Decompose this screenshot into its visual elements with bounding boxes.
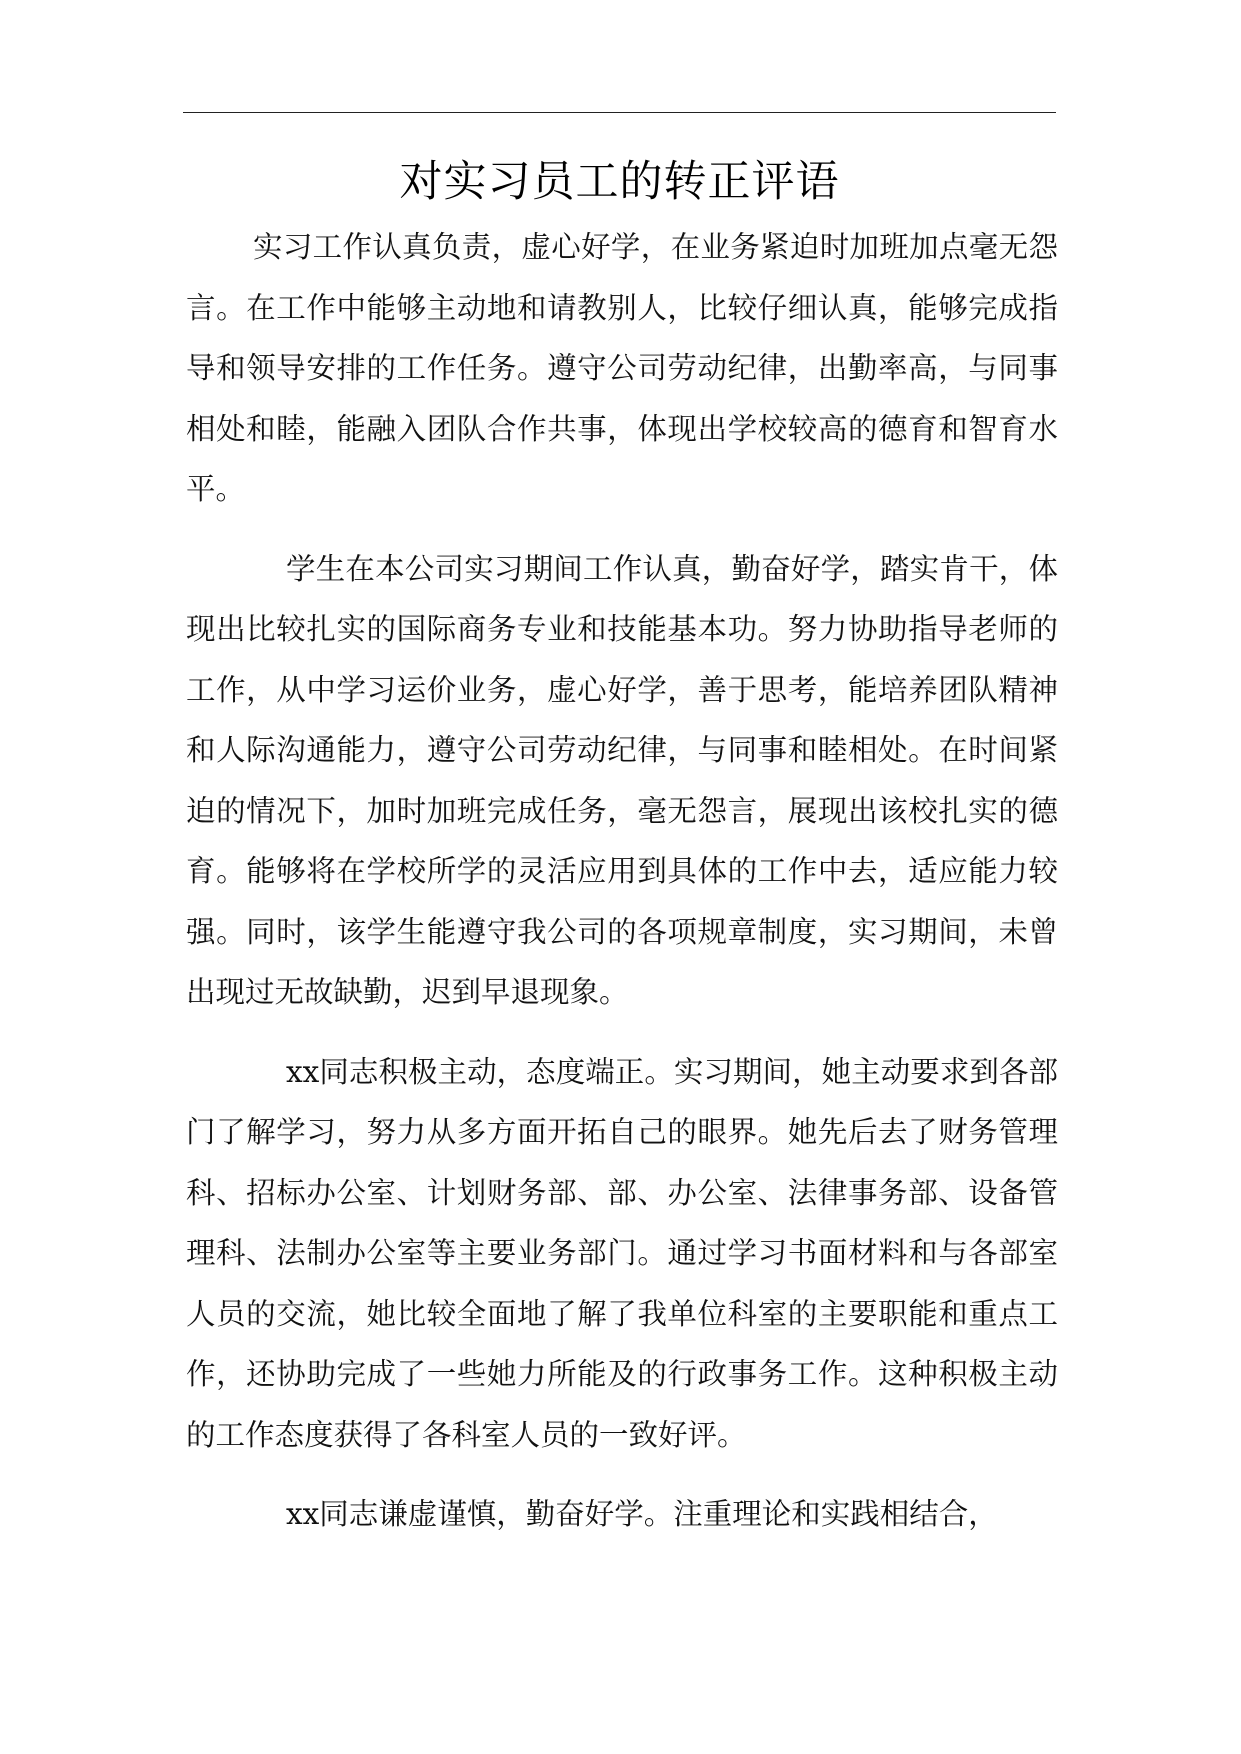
paragraph-1: 实习工作认真负责，虚心好学，在业务紧迫时加班加点毫无怨言。在工作中能够主动地和请教别人，比较仔细认真，能够完成指导和领导安排的工作任务。遵守公司劳动纪律，出勤率高，与同事相处和睦，能融入团队合作共事，体现出学校较高的德育和智育水平。 — [186, 230, 1058, 506]
header-rule — [183, 112, 1056, 113]
document-title: 对实习员工的转正评语 — [399, 157, 840, 207]
paragraph-2: 学生在本公司实习期间工作认真，勤奋好学，踏实肯干，体现出比较扎实的国际商务专业和技能基本功。努力协助指导老师的工作，从中学习运价业务，虚心好学，善于思考，能培养团队精神和人际沟通能力，遵守公司劳动纪律，与同事和睦相处。在时间紧迫的情况下，加时加班完成任务，毫无怨言，展现出该校扎实的德育。能够将在学校所学的灵活应用到具体的工作中去，适应能力较强。同时，该学生能遵守我公司的各项规章制度，实习期间，未曾出现过无故缺勤，迟到早退现象。 — [186, 551, 1058, 1009]
paragraph-3: xx同志积极主动，态度端正。实习期间，她主动要求到各部门了解学习，努力从多方面开拓自己的眼界。她先后去了财务管理科、招标办公室、计划财务部、部、办公室、法律事务部、设备管理科、法制办公室等主要业务部门。通过学习书面材料和与各部室人员的交流，她比较全面地了解了我单位科室的主要职能和重点工作，还协助完成了一些她力所能及的行政事务工作。这种积极主动的工作态度获得了各科室人员的一致好评。 — [186, 1054, 1058, 1452]
paragraph-4: xx同志谦虚谨慎，勤奋好学。注重理论和实践相结合， — [286, 1497, 998, 1531]
document-body — [186, 217, 1058, 1545]
